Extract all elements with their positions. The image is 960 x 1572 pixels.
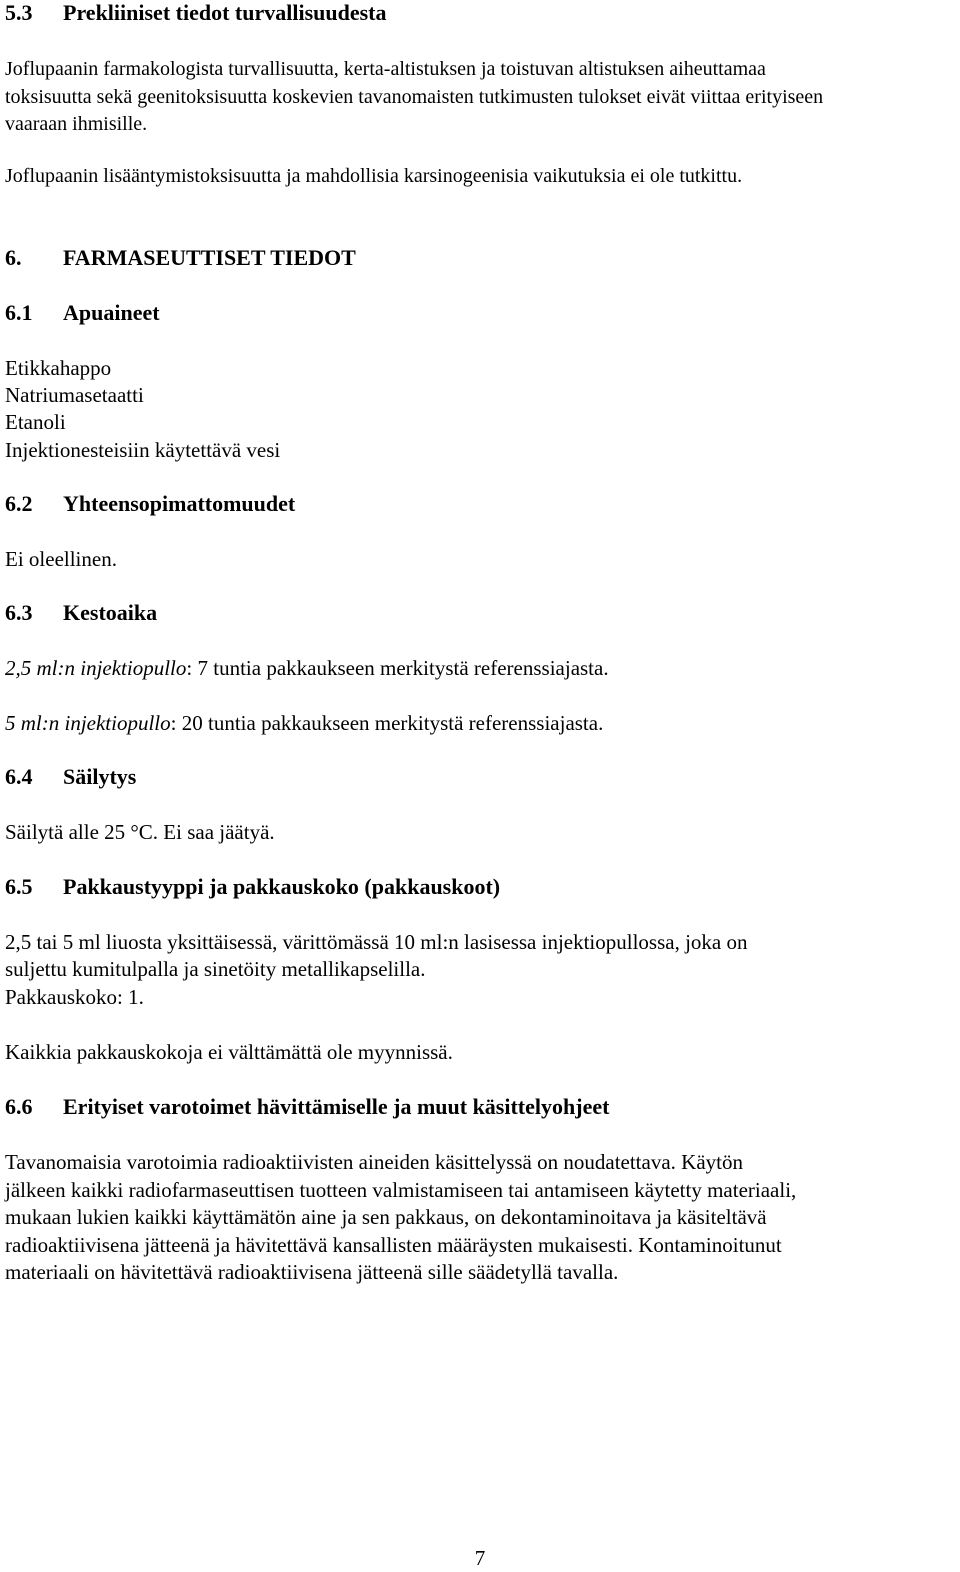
paragraph-line: vaaraan ihmisille. <box>5 113 148 135</box>
paragraph-line: suljettu kumitulpalla ja sinetöity metallikapselilla. <box>5 957 426 981</box>
section-heading-6-2: 6.2 Yhteensopimattomuudet <box>5 491 296 516</box>
section-heading-6-1: 6.1 Apuaineet <box>5 300 160 325</box>
excipient-item: Injektionesteisiin käytettävä vesi <box>5 438 281 462</box>
paragraph-line: Säilytä alle 25 °C. Ei saa jäätyä. <box>5 820 275 844</box>
paragraph-line: materiaali on hävitettävä radioaktiivisena jätteenä sille säädetyllä tavalla. <box>5 1260 619 1284</box>
section-heading-5-3: 5.3 Prekliiniset tiedot turvallisuudesta <box>5 0 387 25</box>
excipient-item: Natriumasetaatti <box>5 383 144 407</box>
section-heading-6-3: 6.3 Kestoaika <box>5 600 158 625</box>
paragraph-line: jälkeen kaikki radiofarmaseuttisen tuotteen valmistamiseen tai antamiseen käytetty materiaali, <box>5 1178 797 1202</box>
section-heading-6: 6. FARMASEUTTISET TIEDOT <box>5 245 356 270</box>
paragraph-line: Tavanomaisia varotoimia radioaktiivisten aineiden käsittelyssä on noudatettava. Käytön <box>5 1150 743 1174</box>
paragraph-line: toksisuutta sekä geenitoksisuutta koskevien tavanomaisten tutkimusten tulokset eivät viittaa erityiseen <box>5 86 824 108</box>
excipient-item: Etanoli <box>5 410 66 434</box>
excipient-item: Etikkahappo <box>5 356 112 380</box>
section-heading-6-4: 6.4 Säilytys <box>5 764 137 789</box>
paragraph-line: Joflupaanin lisääntymistoksisuutta ja mahdollisia karsinogeenisia vaikutuksia ei ole tutkittu. <box>5 165 743 187</box>
shelf-life-line: 5 ml:n injektiopullo: 20 tuntia pakkaukseen merkitystä referenssiajasta. <box>5 711 604 735</box>
paragraph-line: 2,5 tai 5 ml liuosta yksittäisessä, värittömässä 10 ml:n lasisessa injektiopullossa, joka on <box>5 930 748 954</box>
paragraph-line: Kaikkia pakkauskokoja ei välttämättä ole myynnissä. <box>5 1040 453 1064</box>
shelf-life-line: 2,5 ml:n injektiopullo: 7 tuntia pakkaukseen merkitystä referenssiajasta. <box>5 656 609 680</box>
paragraph-line: Ei oleellinen. <box>5 547 117 571</box>
paragraph-line: Joflupaanin farmakologista turvallisuutta, kerta-altistuksen ja toistuvan altistuksen aiheuttamaa <box>5 58 766 80</box>
paragraph-line: Pakkauskoko: 1. <box>5 985 144 1009</box>
page-number: 7 <box>474 1546 486 1570</box>
section-heading-6-6: 6.6 Erityiset varotoimet hävittämiselle ja muut käsittelyohjeet <box>5 1094 610 1119</box>
section-heading-6-5: 6.5 Pakkaustyyppi ja pakkauskoko (pakkauskoot) <box>5 874 501 899</box>
paragraph-line: mukaan lukien kaikki käyttämätön aine ja sen pakkaus, on dekontaminoitava ja käsiteltävä <box>5 1205 767 1229</box>
paragraph-line: radioaktiivisena jätteenä ja hävitettävä kansallisten määräysten mukaisesti. Kontaminoitunut <box>5 1233 782 1257</box>
